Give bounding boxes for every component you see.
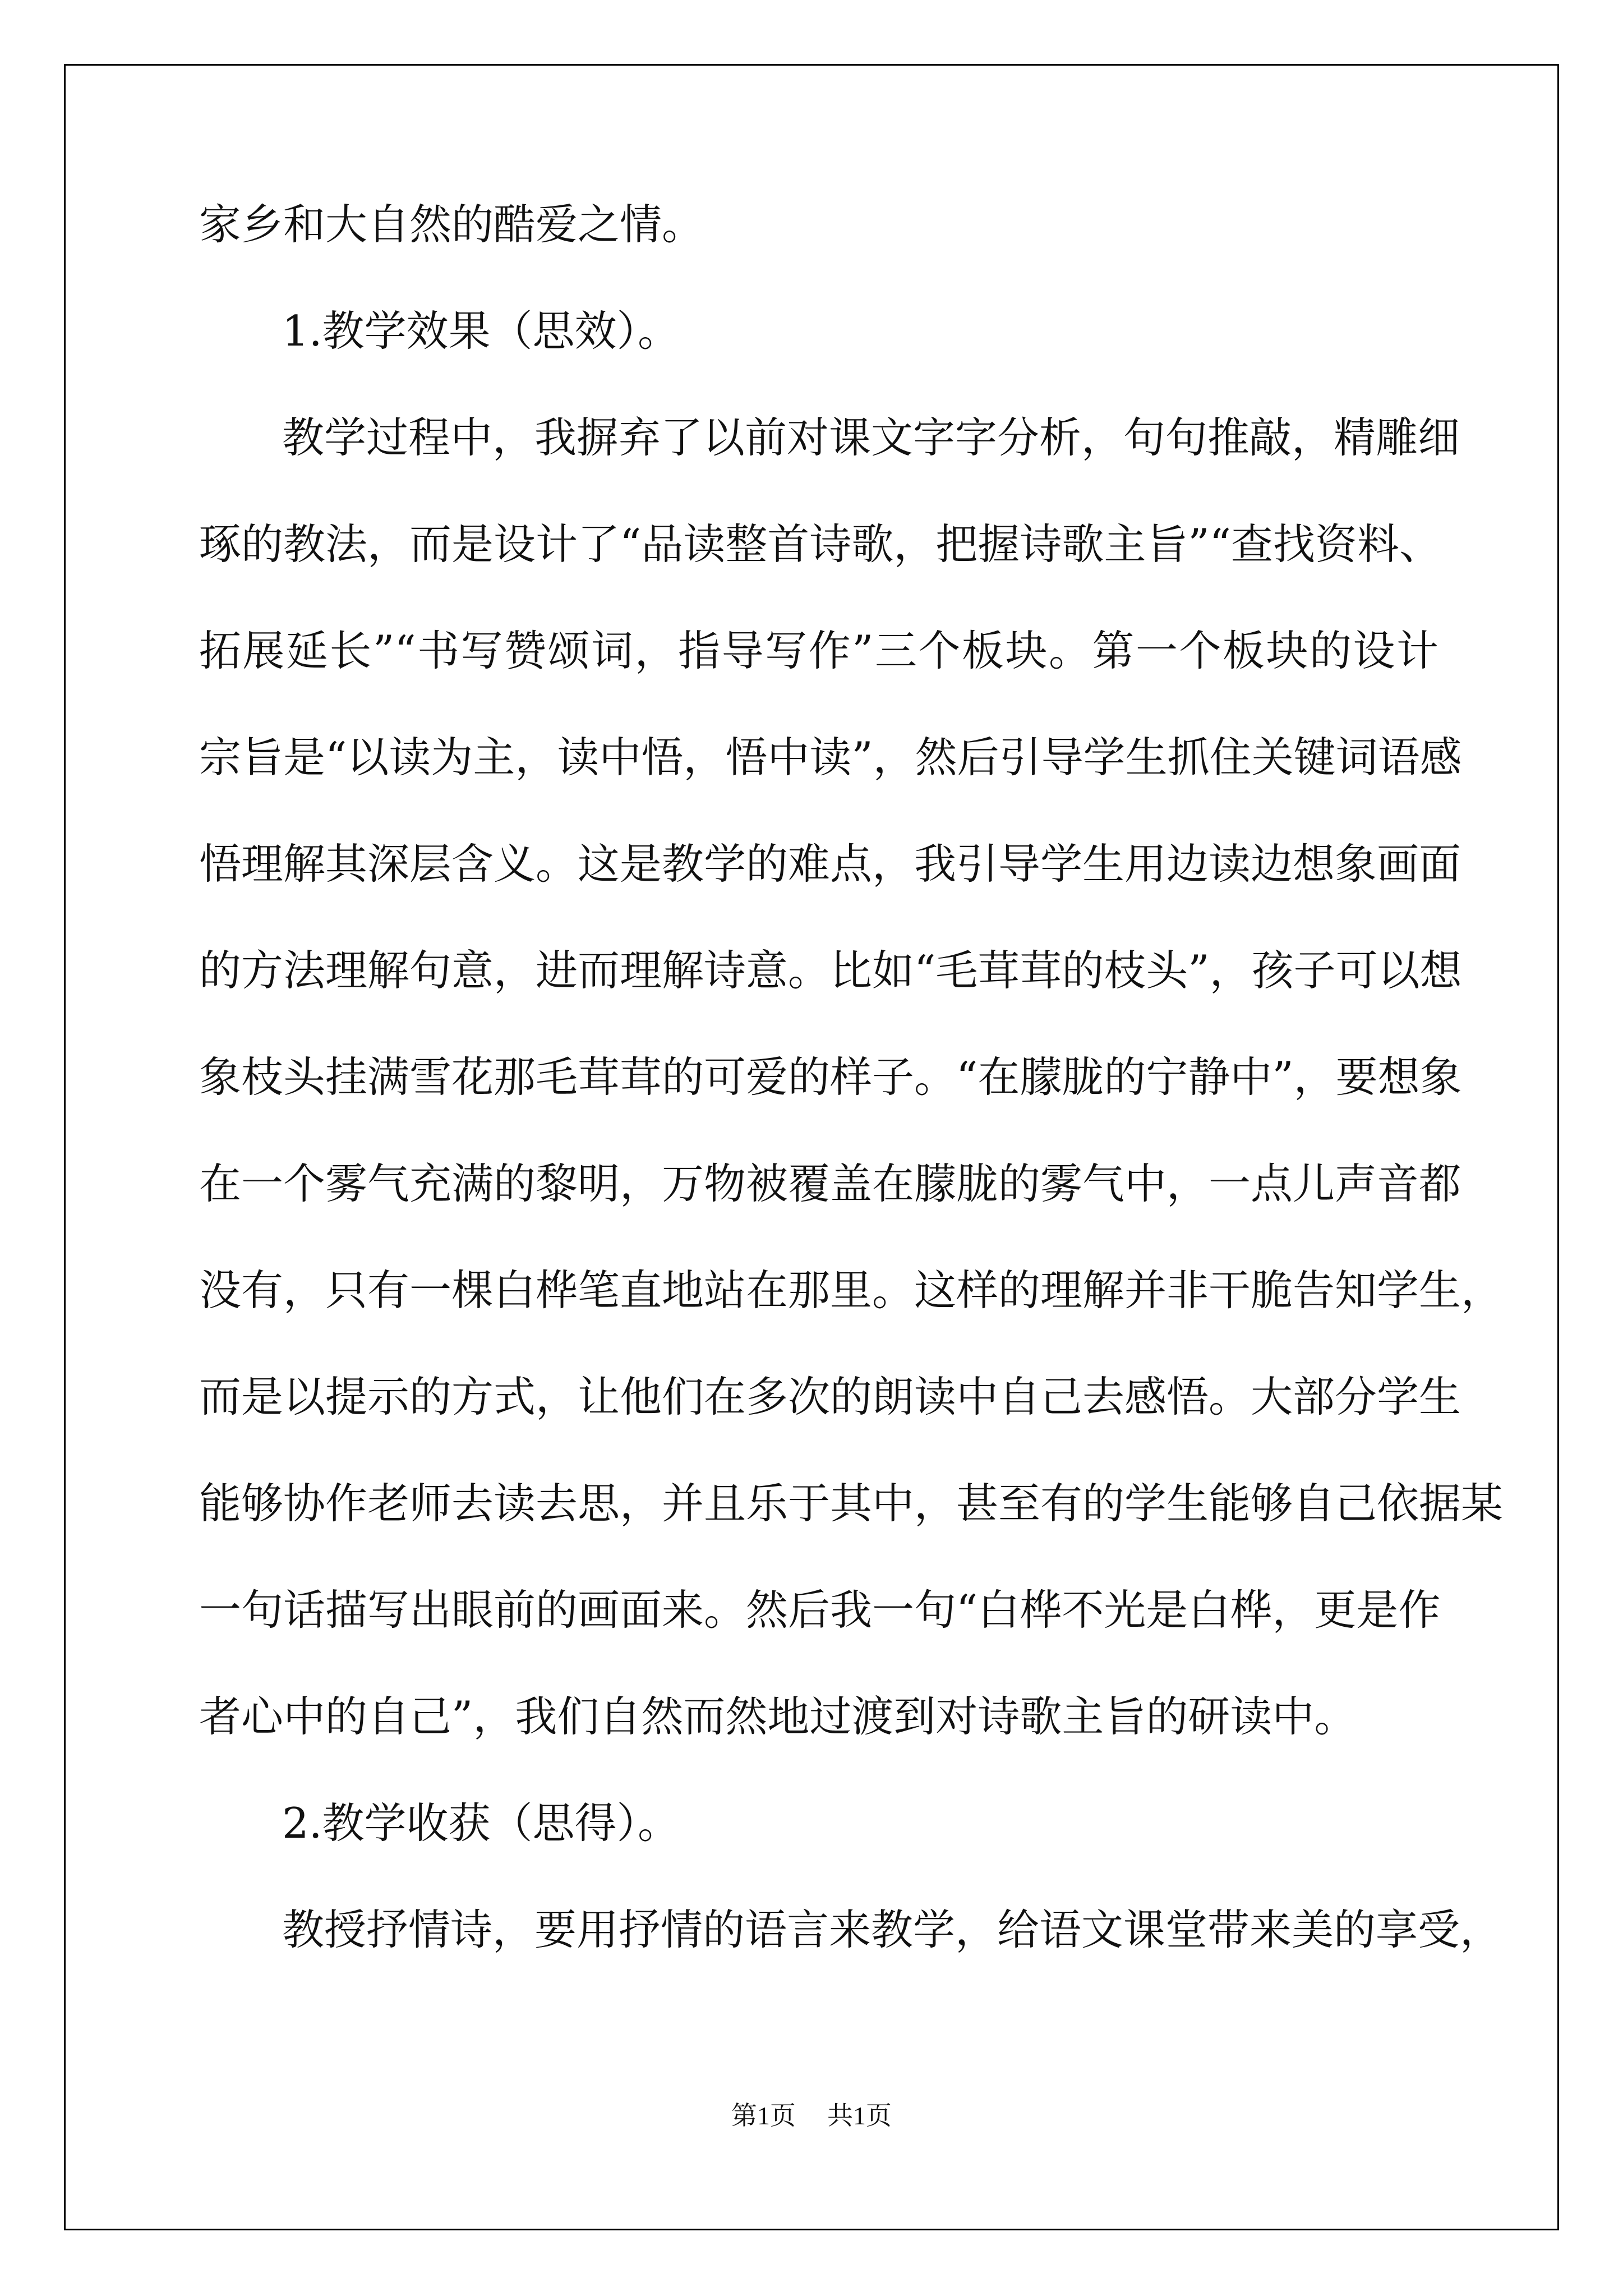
text-line: 宗旨是“以读为主，读中悟，悟中读”，然后引导学生抓住关键词语感 xyxy=(199,733,1462,782)
text-line: 者心中的自己”，我们自然而然地过渡到对诗歌主旨的研读中。 xyxy=(199,1692,1357,1741)
text-line: 家乡和大自然的酷爱之情。 xyxy=(199,200,704,249)
text-line: 教授抒情诗，要用抒情的语言来教学，给语文课堂带来美的享受， xyxy=(282,1905,1502,1954)
text-line: 琢的教法，而是设计了“品读整首诗歌，把握诗歌主旨”“查找资料、 xyxy=(199,519,1442,569)
page-number: 第1页 xyxy=(731,2101,796,2130)
text-line: 一句话描写出眼前的画面来。然后我一句“白桦不光是白桦，更是作 xyxy=(199,1585,1441,1635)
text-line: 教学过程中，我摒弃了以前对课文字字分析，句句推敲，精雕细 xyxy=(282,413,1460,462)
section-heading: 2.教学收获（思得）。 xyxy=(282,1798,680,1848)
text-line: 象枝头挂满雪花那毛茸茸的可爱的样子。“在朦胧的宁静中”，要想象 xyxy=(199,1052,1462,1102)
text-line: 能够协作老师去读去思，并且乐于其中，甚至有的学生能够自己依据某 xyxy=(199,1479,1504,1528)
text-line: 的方法理解句意，进而理解诗意。比如“毛茸茸的枝头”，孩子可以想 xyxy=(199,946,1462,995)
text-line: 拓展延长”“书写赞颂词，指导写作”三个板块。第一个板块的设计 xyxy=(199,626,1438,675)
text-line: 而是以提示的方式，让他们在多次的朗读中自己去感悟。大部分学生 xyxy=(199,1372,1461,1421)
text-line: 悟理解其深层含义。这是教学的难点，我引导学生用边读边想象画面 xyxy=(199,839,1461,889)
page-total: 共1页 xyxy=(827,2101,892,2130)
page-footer xyxy=(0,2095,1623,2132)
section-heading: 1.教学效果（思效）。 xyxy=(282,306,680,356)
text-line: 在一个雾气充满的黎明，万物被覆盖在朦胧的雾气中，一点儿声音都 xyxy=(199,1159,1461,1208)
text-line: 没有，只有一棵白桦笔直地站在那里。这样的理解并非干脆告知学生， xyxy=(199,1266,1504,1315)
document-body xyxy=(199,199,1504,2011)
